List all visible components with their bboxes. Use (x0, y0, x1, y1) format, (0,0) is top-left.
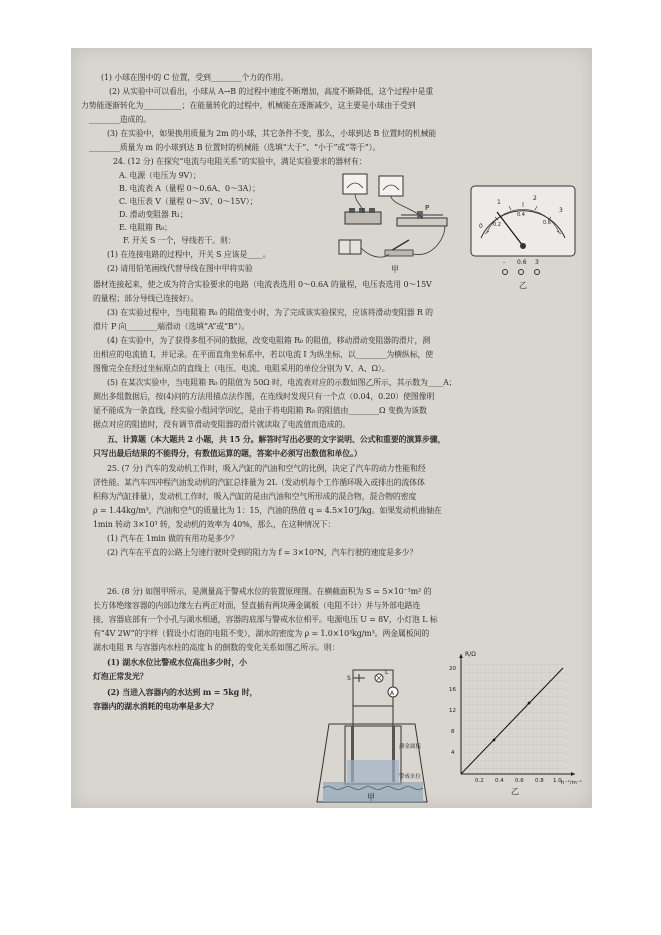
graph-ytick-8: 8 (451, 729, 455, 735)
graph-figure-label: 乙 (511, 787, 519, 796)
q24-part2-line3: 的量程；部分导线已连接好）。 (93, 294, 199, 303)
terminal-3: 3 (535, 259, 539, 266)
q24-part4-line2: 出相应的电流值 I，并记录。在平面直角坐标系中，若以电流 I 为纵坐标，以________为横纵标，使 (93, 350, 434, 359)
device-figure-label: 甲 (367, 793, 375, 802)
dial-subtick-3: 0.6 (543, 220, 551, 226)
q24-part3-line1: (3) 在实验过程中，当电阻箱 R₀ 的阻值变小时，为了完成该实验探究，应该将滑动变阻器 R 的 (107, 308, 433, 317)
graph-ytick-20: 20 (449, 666, 456, 672)
q23-part1: (1) 小球在图中的 C 位置，受到________个力的作用。 (101, 73, 289, 82)
q24-part4-line3: 图像完全在经过坐标原点的直线上（电压、电流、电阻采用的单位分别为 V、A、Ω）。 (93, 364, 390, 373)
lamp-label: L (385, 669, 389, 676)
q26-part2-line2: 容器内的湖水消耗的电功率是多大？ (93, 702, 218, 711)
graph-xtick-06: 0.6 (515, 778, 524, 784)
q24-part5-line2: 测出多组数据后，按(4)问的方法用描点法作图，在连线时发现只有一个点（0.04，0.20）使图像明 (93, 392, 435, 401)
q24-part2-line1: (2) 请用铅笔画线代替导线在图中甲将实验 (107, 264, 253, 273)
q24-part2-line2: 器材连接起来，使之成为符合实验要求的电路（电流表选用 0～0.6A 的量程，电压表选用 0～15V (93, 280, 432, 289)
graph-ytick-4: 4 (451, 750, 455, 756)
graph-xtick-08: 0.8 (535, 778, 544, 784)
graph-xtick-02: 0.2 (475, 778, 484, 784)
plate-label: 薄金属板 (399, 744, 422, 750)
svg-text:P: P (425, 204, 430, 212)
ammeter-label: A (390, 690, 395, 697)
q25-line4: ρ = 1.44kg/m³，汽油和空气的质量比为 1：15，汽油的热值 q = 4.5×10⁷J/kg。如果发动机曲轴在 (93, 506, 442, 515)
q25-part2: (2) 汽车在平直的公路上匀速行驶时受到的阻力为 f = 3×10³N，汽车行驶的速度是多少？ (107, 548, 418, 557)
q26-line3: 接，容器底部有一个小孔与湖水相通，容器的底部与警戒水位相平。电源电压 U = 8V，小灯泡 L 标 (93, 615, 438, 624)
dial-tick-1: 1 (497, 199, 501, 206)
graph-x-label: h⁻¹/m⁻¹ (561, 780, 582, 786)
q26-line4: 有“4V 2W”的字样（假设小灯泡的电阻不变），湖水的密度为 ρ = 1.0×10³kg/m³。两金属板间的 (93, 629, 430, 638)
circuit-figure-label: 甲 (391, 265, 399, 274)
terminal-minus: - (503, 259, 506, 266)
dial-tick-3: 3 (559, 207, 563, 214)
dial-tick-0: 0 (479, 223, 483, 230)
q23-part2-line2: 力势能逐渐转化为__________；在能量转化的过程中，机械能在逐渐减少，这主要是小球由于受到 (81, 101, 416, 110)
q25-line5: 1min 转动 3×10³ 转，发动机的效率为 40%，那么，在这种情况下： (93, 520, 336, 529)
q24-part4-line1: (4) 在实验中，为了获得多组不同的数据，改变电阻箱 R₀ 的阻值，移动滑动变阻器的滑片，测 (107, 336, 431, 345)
ammeter-dial-figure (467, 182, 579, 292)
dial-subtick-2: 0.4 (517, 212, 525, 218)
section5-heading-cont: 只写出最后结果的不能得分，有数值运算的题，答案中必须写出数值和单位。） (93, 449, 362, 458)
graph-ytick-16: 16 (449, 687, 456, 693)
q23-part3-line2: ________质量为 m 的小球到达 B 位置时的机械能（选填“大于”、“小于”或“等于”）。 (89, 143, 381, 152)
q24-item-d: D. 滑动变阻器 R₁； (119, 210, 188, 219)
q24-part5-line3: 显不能成为一条直线，经实验小组同学回忆，是由于将电阻箱 R₀ 的阻值由________Ω 变换为该数 (93, 406, 427, 415)
q24-item-e: E. 电阻箱 R₀； (119, 223, 172, 232)
graph-xtick-10: 1.0 (553, 778, 562, 784)
q23-part3-line1: (3) 在实验中，如果换用质量为 2m 的小球，其它条件不变，那么，小球到达 B 位置时的机械能 (107, 129, 437, 138)
graph-ytick-12: 12 (449, 708, 456, 714)
q26-line1: 26. (8 分) 如图甲所示，是测量高于警戒水位的装置原理图。在横截面积为 S = 5×10⁻³m² 的 (107, 587, 432, 596)
q24-part5-line4: 据点对应的阻值时，没有调节滑动变阻器的滑片就读取了电流值而造成的。 (93, 420, 351, 429)
q26-line5: 湖水电阻 R 与容器内水柱的高度 h 的倒数的变化关系如图乙所示。则： (93, 643, 340, 652)
section5-heading: 五、计算题（本大题共 2 小题，共 15 分。解答时写出必要的文字说明、公式和重要的演算步骤， (107, 435, 446, 444)
water-level-device-figure (303, 664, 443, 804)
q24-part3-line2: 滑片 P 向________端滑动（选填“A”或“B”）。 (93, 322, 250, 331)
q25-part1: (1) 汽车在 1min 做的有用功是多少？ (107, 534, 239, 543)
q24-part1: (1) 在连接电路的过程中，开关 S 应该是____。 (107, 250, 271, 259)
q24-stem: 24. (12 分) 在探究“电流与电阻关系”的实验中，满足实验要求的器材有： (113, 157, 367, 166)
q24-item-f: F. 开关 S 一个，导线若干。则： (123, 236, 236, 245)
dial-subtick-1: 0.2 (493, 222, 501, 228)
terminal-06: 0.6 (517, 259, 527, 266)
graph-y-label: R/Ω (465, 651, 476, 658)
graph-xtick-04: 0.4 (495, 778, 504, 784)
q25-line3: 积称为汽缸排量），发动机工作时，吸入汽缸的是由汽油和空气所形成的混合物，混合物的密度 (93, 492, 417, 501)
q26-part1-line2: 灯泡正常发光？ (93, 672, 148, 681)
q24-item-a: A. 电源（电压为 9V）； (119, 171, 201, 180)
q23-part2-line1: (2) 从实验中可以看出，小球从 A→B 的过程中速度不断增加，高度不断降低，这个过程中是重 (109, 87, 434, 96)
exam-page (71, 48, 592, 808)
warning-level-label: 警戒水位 (399, 774, 422, 780)
circuit-apparatus-figure (333, 168, 473, 276)
resistance-graph-figure (445, 648, 587, 798)
q25-line1: 25. (7 分) 汽车的发动机工作时，吸入汽缸的汽油和空气的比例，决定了汽车的动力性能和经 (107, 464, 426, 473)
q24-part5-line1: (5) 在某次实验中，当电阻箱 R₀ 的阻值为 50Ω 时，电流表对应的示数如图乙所示，其示数为____A； (107, 378, 457, 387)
q25-line2: 济性能。某汽车四冲程汽油发动机的汽缸总排量为 2L（发动机每个工作循环吸入或排出的流体体 (93, 478, 425, 487)
meter-figure-label: 乙 (519, 281, 527, 290)
q24-item-c: C. 电压表 V（量程 0～3V、0～15V）； (119, 197, 258, 206)
q26-line2: 长方体绝缘容器的内部边缘左右两正对面，竖直插有两块薄金属板（电阻不计）并与外部电路连 (93, 601, 421, 610)
q24-item-b: B. 电流表 A（量程 0～0.6A、0～3A）； (119, 184, 260, 193)
dial-tick-2: 2 (533, 195, 537, 202)
switch-label: S (347, 675, 351, 682)
q26-part2-line1: (2) 当进入容器内的水达到 m = 5kg 时， (107, 688, 258, 697)
q26-part1-line1: (1) 湖水水位比警戒水位高出多少时，小 (107, 658, 247, 667)
q23-part2-line3: ________造成的。 (89, 115, 151, 124)
